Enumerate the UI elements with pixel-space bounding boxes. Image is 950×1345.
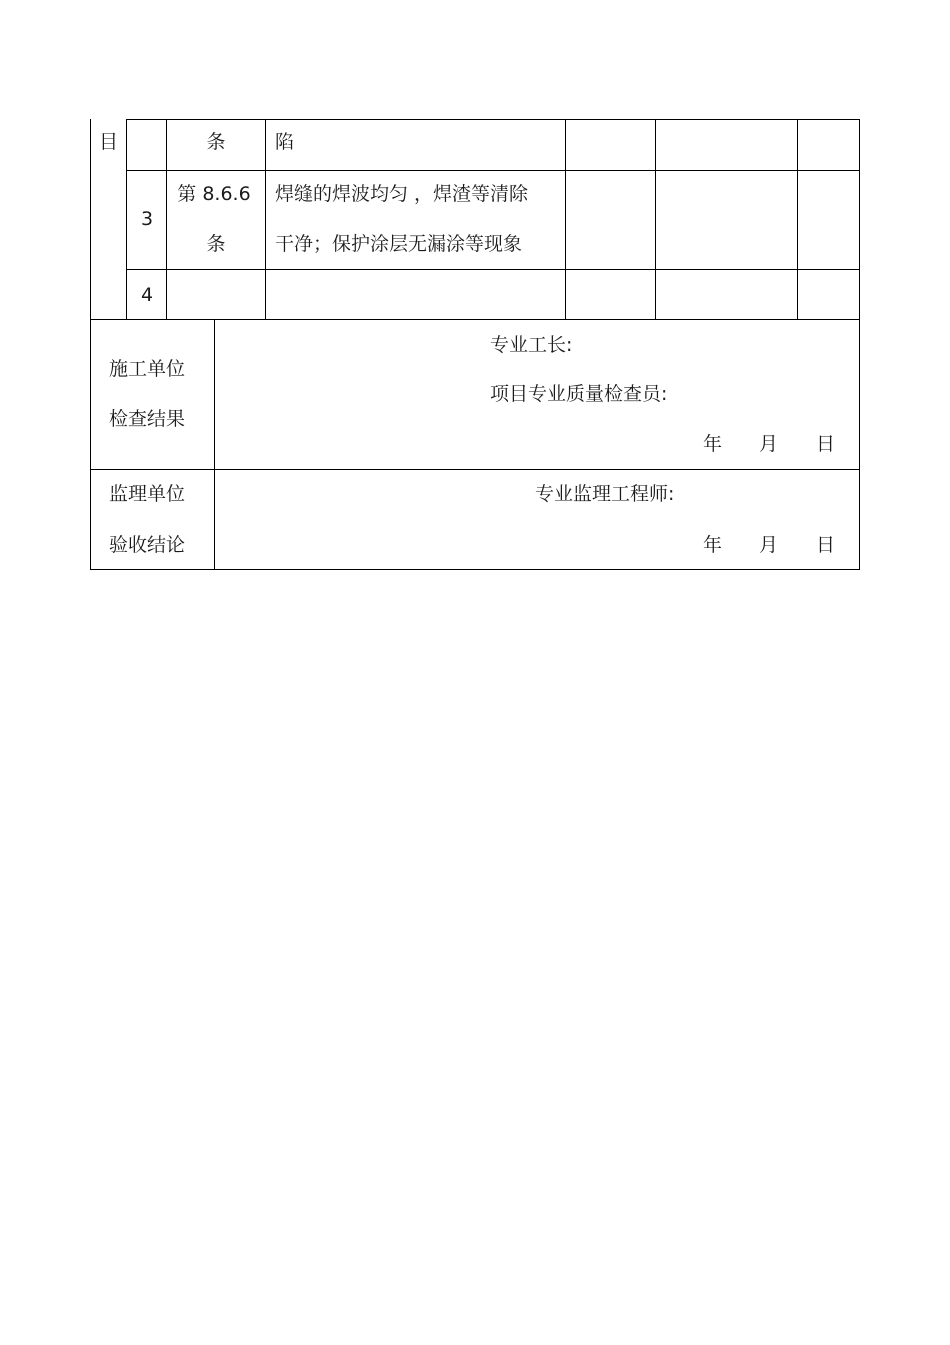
date-month-label: 月 (759, 534, 779, 556)
col-divider (565, 119, 566, 320)
supervising-engineer-label: 专业监理工程师: (535, 483, 675, 505)
construction-unit-label-cont: 检查结果 (109, 408, 186, 430)
section-divider (90, 319, 860, 320)
table-top-border (126, 119, 860, 120)
date-day-label: 日 (816, 433, 836, 455)
item-clause: 条 (206, 131, 226, 153)
col-divider (797, 119, 798, 320)
col-divider (126, 119, 127, 320)
date-day-label: 日 (816, 534, 836, 556)
date-year-label: 年 (703, 433, 723, 455)
item-requirement-cont: 干净；保护涂层无漏涂等现象 (275, 233, 523, 255)
label-col-divider (214, 319, 215, 570)
item-clause-cont: 条 (206, 233, 226, 255)
item-clause: 第 8.6.6 (177, 183, 251, 205)
item-requirement: 焊缝的焊波均匀 ，焊渣等清除 (275, 183, 529, 205)
item-number: 4 (140, 284, 154, 306)
col-divider (265, 119, 266, 320)
table-bottom-border (90, 569, 860, 570)
item-number: 3 (140, 208, 154, 230)
row-divider (126, 170, 860, 171)
table-left-border (90, 119, 91, 570)
supervision-unit-label-cont: 验收结论 (109, 534, 186, 556)
item-requirement: 陷 (275, 131, 295, 153)
col-divider (655, 119, 656, 320)
col-divider (166, 119, 167, 320)
supervision-unit-label: 监理单位 (109, 483, 186, 505)
section-divider (90, 469, 860, 470)
quality-inspector-label: 项目专业质量检查员: (490, 383, 668, 405)
row-divider (126, 269, 860, 270)
item-group-label: 目 (99, 131, 119, 153)
date-month-label: 月 (759, 433, 779, 455)
construction-unit-label: 施工单位 (109, 358, 186, 380)
date-year-label: 年 (703, 534, 723, 556)
table-right-border (859, 119, 860, 570)
foreman-label: 专业工长: (490, 334, 573, 356)
